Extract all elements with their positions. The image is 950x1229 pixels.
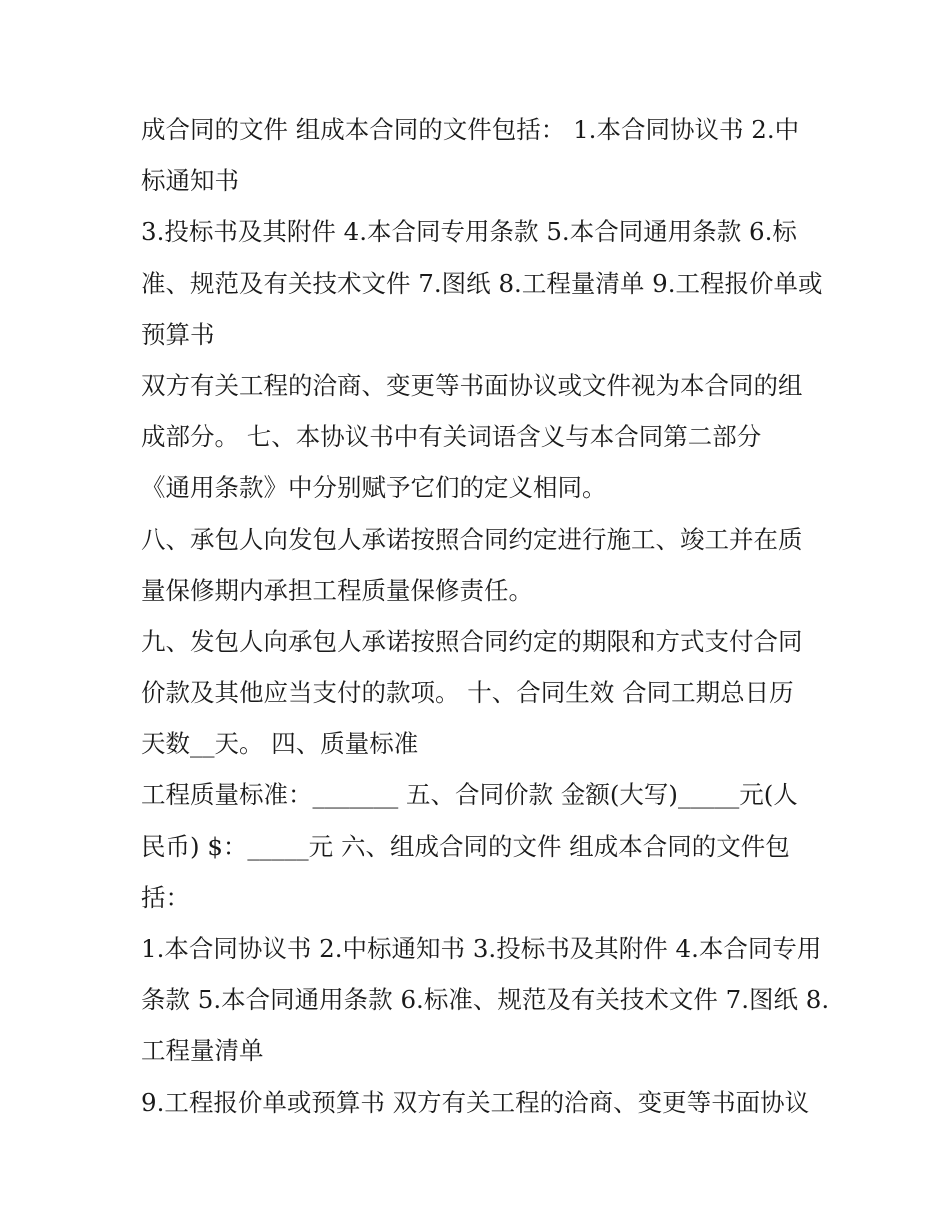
text-line: 《通用条款》中分别赋予它们的定义相同。 xyxy=(141,473,607,503)
text-line: 价款及其他应当支付的款项。 十、合同生效 合同工期总日历 xyxy=(141,678,794,708)
text-line: 9.工程报价单或预算书 双方有关工程的洽商、变更等书面协议 xyxy=(141,1087,810,1117)
text-line: 天数__天。 四、质量标准 xyxy=(141,729,419,759)
text-line: 量保修期内承担工程质量保修责任。 xyxy=(141,575,533,605)
text-line: 九、发包人向承包人承诺按照合同约定的期限和方式支付合同 xyxy=(141,626,803,656)
text-line: 1.本合同协议书 2.中标通知书 3.投标书及其附件 4.本合同专用 xyxy=(141,934,822,963)
text-line: 八、承包人向发包人承诺按照合同约定进行施工、竣工并在质 xyxy=(141,524,803,554)
text-line: 民币) $：_____元 六、组成合同的文件 组成本合同的文件包 xyxy=(141,831,790,861)
text-line: 标通知书 xyxy=(141,166,239,196)
text-line: 成部分。 七、本协议书中有关词语含义与本合同第二部分 xyxy=(141,422,762,452)
text-line: 准、规范及有关技术文件 7.图纸 8.工程量清单 9.工程报价单或 xyxy=(141,268,823,298)
text-line: 工程质量标准：_______ 五、合同价款 金额(大写)_____元(人 xyxy=(141,780,798,810)
text-line: 括： xyxy=(141,882,190,912)
text-line: 工程量清单 xyxy=(141,1036,264,1066)
text-line: 预算书 xyxy=(141,319,215,349)
contract-text xyxy=(141,104,830,1128)
text-line: 3.投标书及其附件 4.本合同专用条款 5.本合同通用条款 6.标 xyxy=(141,217,797,247)
text-line: 成合同的文件 组成本合同的文件包括： 1.本合同协议书 2.中 xyxy=(141,115,800,144)
text-line: 双方有关工程的洽商、变更等书面协议或文件视为本合同的组 xyxy=(141,370,803,400)
text-line: 条款 5.本合同通用条款 6.标准、规范及有关技术文件 7.图纸 8. xyxy=(141,985,830,1015)
